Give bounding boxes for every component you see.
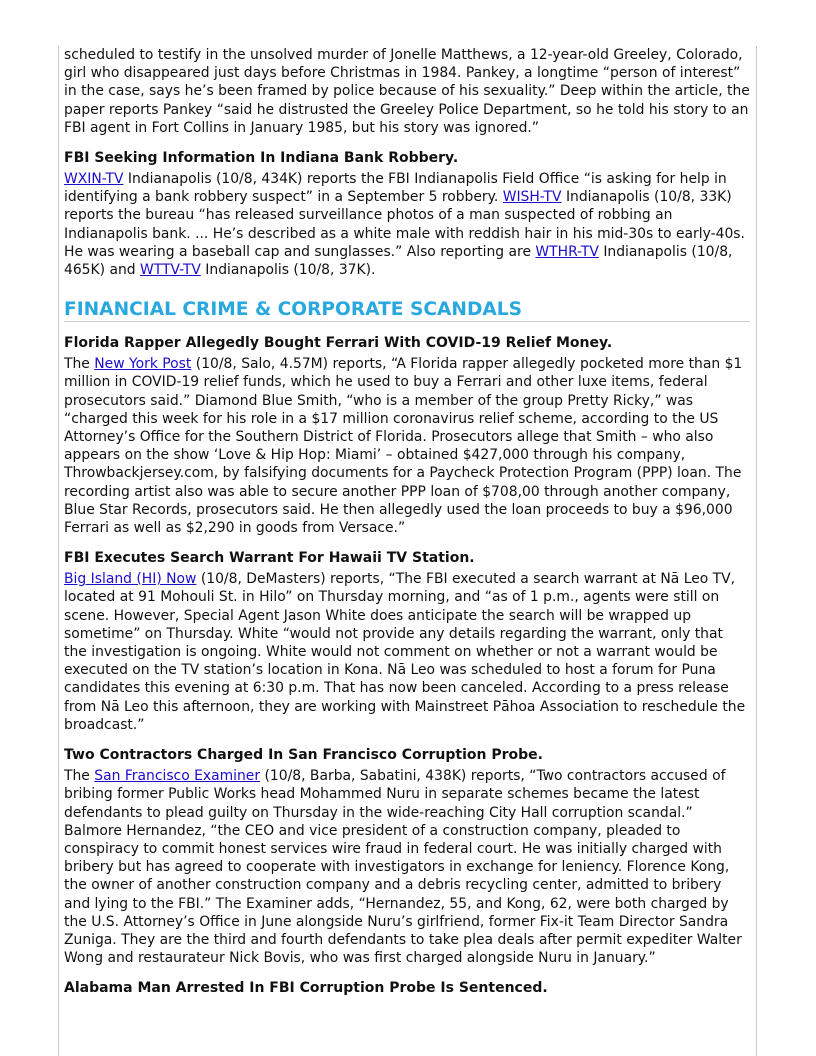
source-link-wthr[interactable]: WTHR-TV	[535, 243, 599, 260]
article-headline: FBI Seeking Information In Indiana Bank Robbery.	[64, 150, 459, 167]
source-link-wish[interactable]: WISH-TV	[502, 189, 562, 206]
body-text: Indianapolis (10/8, 33K) reports the bureau “has released surveillance photos of a man suspected of robbing an Indianapolis bank. ... He’s described as a white male with reddish hair in his mid-30s to early-40s. He was wearing a baseball cap and sunglasses.” Also reporting are	[64, 189, 745, 260]
article-body	[64, 767, 750, 967]
article-body	[64, 570, 750, 734]
article-body	[64, 170, 750, 279]
source-link-big-island-now[interactable]: Big Island (HI) Now	[64, 571, 197, 588]
article-san-francisco-corruption	[64, 746, 750, 967]
article-florida-rapper	[64, 334, 750, 537]
source-link-wxin[interactable]: WXIN-TV	[64, 171, 124, 188]
body-text: Indianapolis (10/8, 37K).	[200, 262, 376, 279]
article-alabama-sentencing	[64, 979, 750, 997]
body-text: (10/8, Barba, Sabatini, 438K) reports, “Two contractors accused of bribing former Public Works head Mohammed Nuru in separate schemes became the latest defendants to plead guilty on Thursday in the wide-reaching City Hall corruption scandal.” Balmore Hernandez, “the CEO and vice president of a construction company, pleaded to conspiracy to commit honest services wire fraud in federal court. He was initially charged with bribery but has agreed to cooperate with investigators in exchange for leniency. Florence Kong, the owner of another construction company and a debris recycling center, admitted to bribery and lying to the FBI.” The Examiner adds, “Hernandez, 55, and Kong, 62, were both charged by the U.S. Attorney’s Office in June alongside Nuru’s girlfriend, former Fix-it Team Director Sandra Zuniga. They are the third and fourth defendants to take plea deals after permit expediter Walter Wong and restaurateur Nick Bovis, who was first charged alongside Nuru in January.”	[64, 768, 742, 967]
article-headline: Two Contractors Charged In San Francisco Corruption Probe.	[64, 747, 543, 764]
article-headline: Florida Rapper Allegedly Bought Ferrari With COVID-19 Relief Money.	[64, 335, 613, 352]
source-link-sf-examiner[interactable]: San Francisco Examiner	[94, 768, 261, 785]
article-headline: FBI Executes Search Warrant For Hawaii TV Station.	[64, 550, 475, 567]
body-text: (10/8, DeMasters) reports, “The FBI executed a search warrant at Nā Leo TV, located at 91 Mohouli St. in Hilo” on Thursday morning, and “as of 1 p.m., agents were still on scene. However, Special Agent Jason White does anticipate the search will be wrapped up sometime” on Thursday. White “would not provide any details regarding the warrant, only that the investigation is ongoing. White would not comment on whether or not a warrant would be executed on the TV station’s location in Kona. Nā Leo was scheduled to host a forum for Puna candidates this evening at 6:30 p.m. That has now been canceled. According to a press release from Nā Leo this afternoon, they are working with Mainstreet Pāhoa Association to reschedule the broadcast.”	[64, 571, 746, 733]
article-indiana-bank-robbery	[64, 149, 750, 279]
body-text: (10/8, Salo, 4.57M) reports, “A Florida rapper allegedly pocketed more than $1 million in COVID-19 relief funds, which he used to buy a Ferrari and other luxe items, federal prosecutors said.” Diamond Blue Smith, “who is a member of the group Pretty Ricky,” was “charged this week for his role in a $17 million coronavirus relief scheme, according to the US Attorney’s Office for the Southern District of Florida. Prosecutors allege that Smith – who also appears on the show ‘Love & Hip Hop: Miami’ – obtained $427,000 through his company, Throwbackjersey.com, by falsifying documents for a Paycheck Protection Program (PPP) loan. The recording artist also was able to secure another PPP loan of $708,00 through another company, Blue Star Records, prosecutors said. He then allegedly used the loan proceeds to buy a $96,000 Ferrari as well as $2,290 in goods from Versace.”	[64, 356, 743, 537]
section-heading: FINANCIAL CRIME & CORPORATE SCANDALS	[64, 299, 750, 322]
article-headline: Alabama Man Arrested In FBI Corruption Probe Is Sentenced.	[64, 980, 548, 997]
intro-paragraph: scheduled to testify in the unsolved murder of Jonelle Matthews, a 12-year-old Greeley, Colorado, girl who disappeared just days before Christmas in 1984. Pankey, a longtime “person of interest” in the case, says he’s been framed by police because of his sexuality.” Deep within the article, the paper reports Pankey “said he distrusted the Greeley Police Department, so he told his story to an FBI agent in Fort Collins in January 1985, but his story was ignored.”	[64, 47, 750, 136]
article-body	[64, 355, 750, 537]
article-hawaii-search-warrant	[64, 549, 750, 734]
body-text: Indianapolis (10/8, 434K) reports the FBI Indianapolis Field Office “is asking for help in identifying a bank robbery suspect” in a September 5 robbery.	[64, 171, 727, 206]
body-text: Indianapolis (10/8, 465K) and	[64, 243, 733, 279]
source-link-wttv[interactable]: WTTV-TV	[140, 262, 201, 279]
newsletter-body	[64, 46, 750, 1000]
source-link-new-york-post[interactable]: New York Post	[94, 356, 192, 373]
body-text: The	[64, 356, 95, 373]
left-margin-rule	[58, 46, 59, 1056]
body-text: The	[64, 768, 95, 785]
right-margin-rule	[756, 46, 757, 1056]
